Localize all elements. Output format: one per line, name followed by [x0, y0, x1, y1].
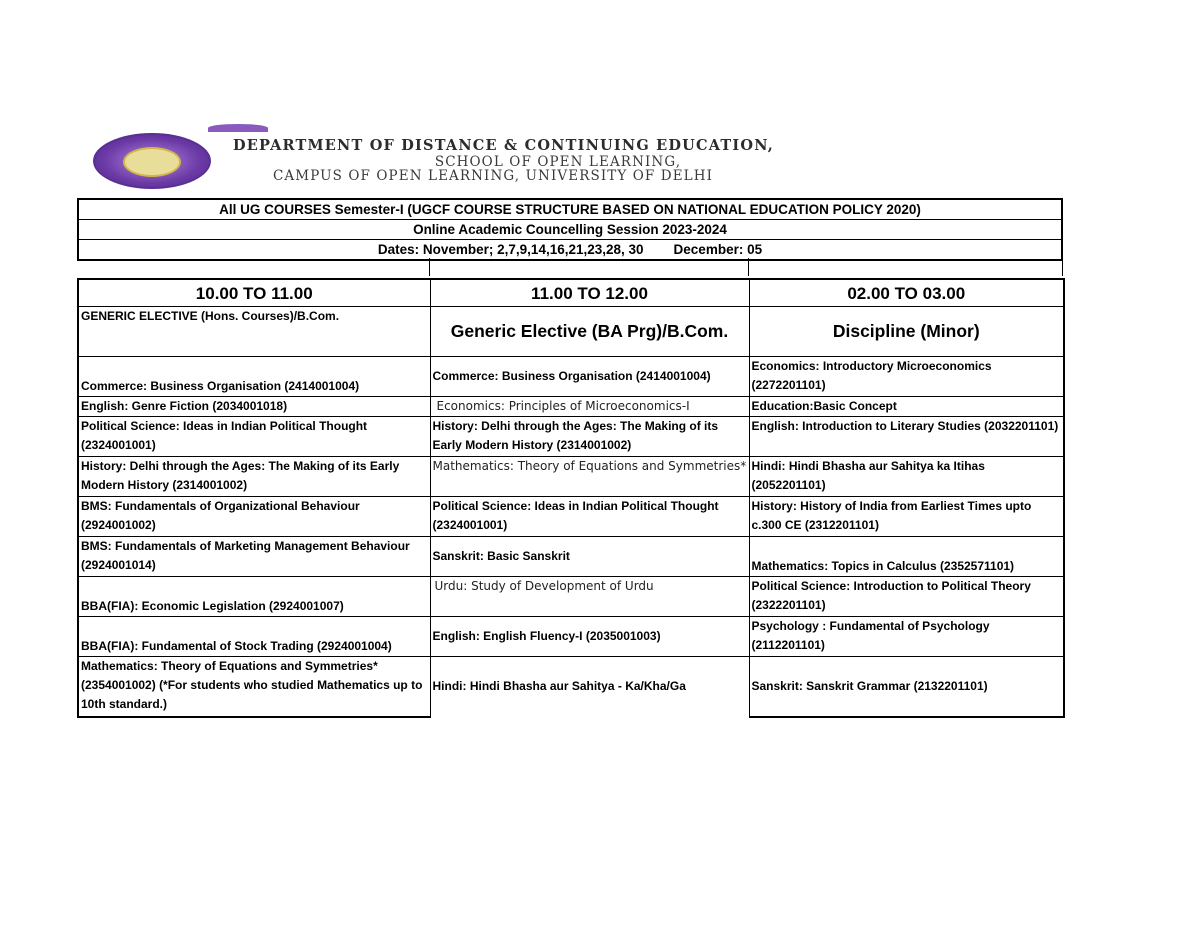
course-cell: Mathematics: Theory of Equations and Symmetries*: [430, 457, 749, 497]
course-cell: English: English Fluency-I (2035001003): [430, 617, 749, 657]
course-cell: Hindi: Hindi Bhasha aur Sahitya ka Itihas (2052201101): [749, 457, 1064, 497]
school-name: SCHOOL OF OPEN LEARNING,: [434, 154, 682, 170]
schedule-header: [77, 198, 1063, 261]
category-row: [78, 307, 1064, 357]
table-row: [78, 657, 1064, 717]
seal-top-decoration: [208, 124, 268, 132]
course-cell: English: Introduction to Literary Studies (2032201101): [749, 417, 1064, 457]
table-row: [78, 357, 1064, 397]
course-cell: Political Science: Introduction to Political Theory (2322201101): [749, 577, 1064, 617]
course-cell: BBA(FIA): Economic Legislation (2924001007): [78, 577, 430, 617]
spacer-divider: [429, 258, 430, 276]
course-cell: Economics: Principles of Microeconomics-I: [430, 397, 749, 417]
course-cell: Mathematics: Theory of Equations and Symmetries* (2354001002) (*For students who studied Mathematics up to 10th standard.): [78, 657, 430, 717]
course-cell: Urdu: Study of Development of Urdu: [430, 577, 749, 617]
course-cell: Economics: Introductory Microeconomics (2272201101): [749, 357, 1064, 397]
course-cell: BMS: Fundamentals of Marketing Management Behaviour (2924001014): [78, 537, 430, 577]
course-cell: History: Delhi through the Ages: The Making of its Early Modern History (2314001002): [430, 417, 749, 457]
table-row: [78, 417, 1064, 457]
category-generic-hons: GENERIC ELECTIVE (Hons. Courses)/B.Com.: [78, 307, 430, 357]
dates-december: December: 05: [673, 242, 763, 257]
table-row: [78, 577, 1064, 617]
spacer-divider: [748, 258, 749, 276]
category-discipline-minor: Discipline (Minor): [749, 307, 1064, 357]
course-cell: Political Science: Ideas in Indian Political Thought (2324001001): [78, 417, 430, 457]
course-cell: Political Science: Ideas in Indian Political Thought (2324001001): [430, 497, 749, 537]
course-cell: Sanskrit: Basic Sanskrit: [430, 537, 749, 577]
course-cell: History: History of India from Earliest Times upto c.300 CE (2312201101): [749, 497, 1064, 537]
time-slot-row: [78, 279, 1064, 307]
course-cell: BBA(FIA): Fundamental of Stock Trading (2924001004): [78, 617, 430, 657]
category-generic-ba: Generic Elective (BA Prg)/B.Com.: [430, 307, 749, 357]
session-title: Online Academic Councelling Session 2023-2024: [79, 220, 1061, 240]
letterhead: [78, 127, 988, 191]
course-cell: Mathematics: Topics in Calculus (2352571101): [749, 537, 1064, 577]
table-row: [78, 397, 1064, 417]
schedule-table: [77, 278, 1065, 718]
course-cell: History: Delhi through the Ages: The Making of its Early Modern History (2314001002): [78, 457, 430, 497]
table-row: [78, 537, 1064, 577]
course-cell: English: Genre Fiction (2034001018): [78, 397, 430, 417]
department-name: DEPARTMENT OF DISTANCE & CONTINUING EDUCATION,: [233, 137, 774, 154]
dates-november: Dates: November; 2,7,9,14,16,21,23,28, 30: [377, 242, 644, 257]
session-dates: [79, 240, 1061, 259]
time-slot-3: 02.00 TO 03.00: [749, 279, 1064, 307]
spacer-divider: [1062, 258, 1063, 276]
course-cell: Commerce: Business Organisation (2414001004): [78, 357, 430, 397]
time-slot-1: 10.00 TO 11.00: [78, 279, 430, 307]
campus-name: CAMPUS OF OPEN LEARNING, UNIVERSITY OF DELHI: [273, 168, 714, 184]
time-slot-2: 11.00 TO 12.00: [430, 279, 749, 307]
table-row: [78, 457, 1064, 497]
seal-elephant-emblem: [123, 147, 181, 177]
university-seal-logo: [93, 133, 211, 189]
course-cell: BMS: Fundamentals of Organizational Behaviour (2924001002): [78, 497, 430, 537]
table-row: [78, 617, 1064, 657]
course-cell: Psychology : Fundamental of Psychology (2112201101): [749, 617, 1064, 657]
table-row: [78, 497, 1064, 537]
course-cell: Commerce: Business Organisation (2414001004): [430, 357, 749, 397]
schedule-title: All UG COURSES Semester-I (UGCF COURSE STRUCTURE BASED ON NATIONAL EDUCATION POLICY 2020): [79, 200, 1061, 220]
course-cell: Hindi: Hindi Bhasha aur Sahitya - Ka/Kha/Ga: [430, 657, 749, 717]
course-cell: Sanskrit: Sanskrit Grammar (2132201101): [749, 657, 1064, 717]
course-cell: Education:Basic Concept: [749, 397, 1064, 417]
